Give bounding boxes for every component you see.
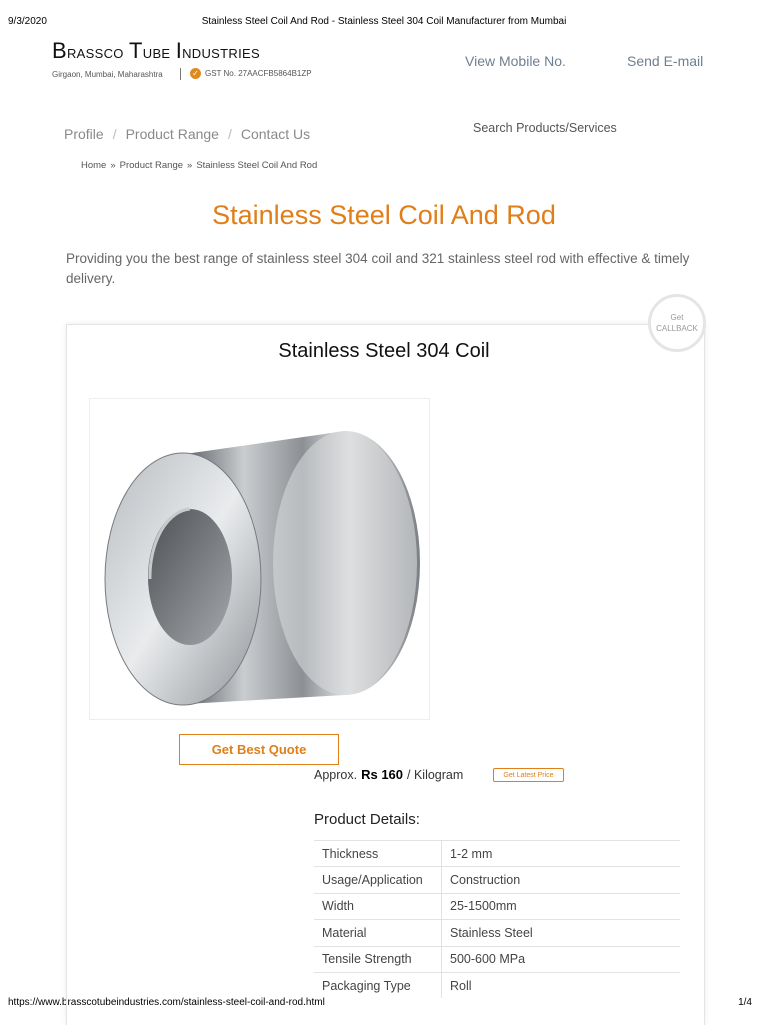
product-details-table: [314, 840, 680, 998]
gst-info: [190, 68, 312, 79]
detail-value: 500-600 MPa: [442, 946, 681, 972]
detail-value: Stainless Steel: [442, 920, 681, 946]
nav-separator: /: [112, 126, 117, 142]
company-location: Girgaon, Mumbai, Maharashtra: [52, 70, 163, 79]
product-details-heading: Product Details:: [314, 811, 420, 828]
company-name-initial-2: T: [129, 38, 143, 63]
detail-value: Construction: [442, 867, 681, 893]
send-email-link[interactable]: Send E-mail: [627, 53, 704, 69]
breadcrumb: [81, 160, 317, 171]
print-url: https://www.brasscotubeindustries.com/stainless-steel-coil-and-rod.html: [8, 997, 325, 1008]
print-page-number: 1/4: [738, 997, 752, 1008]
company-name-initial-1: B: [52, 38, 67, 63]
view-mobile-link[interactable]: View Mobile No.: [465, 53, 566, 69]
breadcrumb-separator: »: [110, 160, 116, 171]
detail-key: Thickness: [314, 841, 442, 867]
table-row: [314, 972, 680, 998]
breadcrumb-product-range[interactable]: Product Range: [119, 160, 184, 171]
breadcrumb-separator: »: [187, 160, 193, 171]
callback-label-line2: CALLBACK: [656, 324, 698, 333]
detail-key: Packaging Type: [314, 972, 442, 998]
company-name-part-1: rassco: [66, 42, 129, 62]
search-input[interactable]: [473, 118, 713, 138]
company-name-initial-3: I: [175, 38, 183, 63]
nav-item-profile[interactable]: Profile: [64, 126, 104, 142]
product-title: Stainless Steel 304 Coil: [278, 340, 490, 362]
detail-value: 25-1500mm: [442, 893, 681, 919]
detail-key: Tensile Strength: [314, 946, 442, 972]
get-latest-price-button[interactable]: Get Latest Price: [493, 768, 564, 782]
breadcrumb-current: Stainless Steel Coil And Rod: [196, 160, 318, 171]
company-logo-name[interactable]: [52, 38, 260, 64]
verified-check-icon: ✓: [190, 68, 201, 79]
gst-number: GST No. 27AACFB5864B1ZP: [205, 69, 312, 78]
detail-value: Roll: [442, 972, 681, 998]
detail-key: Material: [314, 920, 442, 946]
price-prefix: Approx.: [314, 768, 358, 782]
table-row: [314, 946, 680, 972]
print-date: 9/3/2020: [8, 16, 47, 27]
nav-item-contact-us[interactable]: Contact Us: [240, 126, 311, 142]
table-row: [314, 841, 680, 867]
product-image[interactable]: [89, 398, 430, 720]
page-intro: Providing you the best range of stainless steel 304 coil and 321 stainless steel rod with effective & timely delivery.: [66, 251, 690, 286]
steel-coil-image: [90, 399, 429, 719]
company-name-part-2: ube: [142, 42, 176, 62]
print-title: Stainless Steel Coil And Rod - Stainless Steel 304 Coil Manufacturer from Mumbai: [201, 16, 567, 27]
table-row: [314, 893, 680, 919]
company-name-part-3: ndustries: [182, 42, 260, 62]
price-unit: / Kilogram: [407, 768, 464, 782]
detail-value: 1-2 mm: [442, 841, 681, 867]
detail-key: Width: [314, 893, 442, 919]
main-nav: [64, 126, 310, 142]
page-title: Stainless Steel Coil And Rod: [212, 200, 556, 230]
breadcrumb-home[interactable]: Home: [81, 160, 107, 171]
table-row: [314, 867, 680, 893]
nav-item-product-range[interactable]: Product Range: [125, 126, 219, 142]
callback-label-line1: Get: [670, 313, 684, 322]
detail-key: Usage/Application: [314, 867, 442, 893]
get-best-quote-button[interactable]: Get Best Quote: [179, 734, 339, 765]
price-line: [314, 767, 463, 782]
table-row: [314, 920, 680, 946]
get-callback-button[interactable]: [648, 294, 706, 352]
price-amount: Rs 160: [361, 767, 404, 782]
nav-separator: /: [227, 126, 232, 142]
header-divider: [180, 68, 181, 80]
